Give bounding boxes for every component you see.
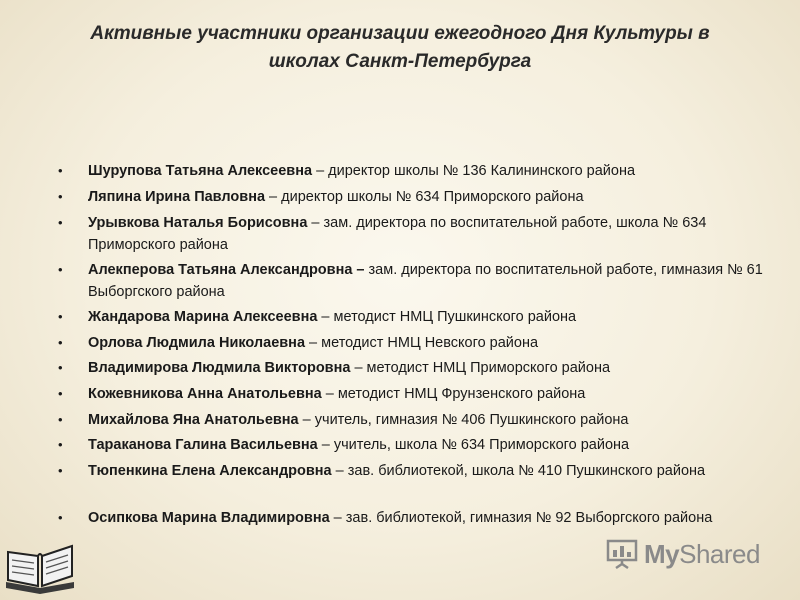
- participant-role: – учитель, гимназия № 406 Пушкинского района: [298, 412, 629, 428]
- bullet: •: [58, 386, 63, 401]
- participant-role: – зав. библиотекой, гимназия № 92 Выборгского района: [329, 510, 713, 526]
- participant-name: Кожевникова Анна Анатольевна: [88, 386, 322, 402]
- list-item: [58, 212, 778, 256]
- participant-role: – директор школы № 136 Калининского района: [312, 163, 636, 179]
- participant-name: Михайлова Яна Анатольевна: [88, 412, 299, 428]
- bullet: •: [58, 412, 63, 427]
- list-item: [58, 507, 778, 529]
- bullet: •: [58, 189, 63, 204]
- logo-text: [644, 539, 760, 570]
- list-item: [58, 357, 778, 379]
- slide-title: [40, 20, 760, 76]
- participant-role: – зам. директора по воспитательной работе, школа № 634 Приморского района: [88, 215, 707, 253]
- bullet: •: [58, 262, 63, 277]
- bullet: •: [58, 215, 63, 230]
- list-item: [58, 383, 778, 405]
- logo-my: My: [644, 538, 680, 569]
- participant-name: Алекперова Татьяна Александровна –: [88, 262, 365, 278]
- participant-name: Ляпина Ирина Павловна: [88, 189, 266, 205]
- bullet: •: [58, 360, 63, 375]
- participant-name: Жандарова Марина Алексеевна: [88, 309, 318, 325]
- presentation-board-icon: [606, 538, 638, 570]
- bullet: •: [58, 309, 63, 324]
- participant-role: – методист НМЦ Фрунзенского района: [321, 386, 586, 402]
- list-item: [58, 306, 778, 328]
- open-book-icon: [2, 538, 78, 596]
- title-line-1: Активные участники организации ежегодного Дня Культуры в: [90, 23, 710, 44]
- participant-role: – методист НМЦ Пушкинского района: [317, 309, 577, 325]
- participant-role: – учитель, школа № 634 Приморского района: [317, 437, 630, 453]
- bullet: •: [58, 335, 63, 350]
- bullet: •: [58, 163, 63, 178]
- participant-name: Орлова Людмила Николаевна: [88, 335, 306, 351]
- list-item: [58, 160, 778, 182]
- bullet: •: [58, 463, 63, 478]
- list-item: [58, 460, 778, 482]
- list-item: [58, 259, 778, 303]
- participant-name: Урывкова Наталья Борисовна: [88, 215, 308, 231]
- myshared-logo: [606, 538, 760, 570]
- list-item: [58, 434, 778, 456]
- participant-name: Тюпенкина Елена Александровна: [88, 463, 332, 479]
- list-item: [58, 332, 778, 354]
- participant-role: зам. директора по воспитательной работе, гимназия № 61 Выборгского района: [88, 262, 763, 300]
- logo-shared: Shared: [679, 538, 760, 569]
- participant-role: – методист НМЦ Приморского района: [350, 360, 611, 376]
- list-item: [58, 409, 778, 431]
- participant-name: Шурупова Татьяна Алексеевна: [88, 163, 313, 179]
- participant-name: Владимирова Людмила Викторовна: [88, 360, 351, 376]
- title-line-2: школах Санкт-Петербурга: [268, 51, 532, 72]
- participant-role: – методист НМЦ Невского района: [305, 335, 539, 351]
- bullet: •: [58, 437, 63, 452]
- list-item: [58, 186, 778, 208]
- participant-name: Тараканова Галина Васильевна: [88, 437, 318, 453]
- participant-role: – директор школы № 634 Приморского района: [265, 189, 584, 205]
- participant-name: Осипкова Марина Владимировна: [88, 510, 330, 526]
- participant-role: – зав. библиотекой, школа № 410 Пушкинского района: [331, 463, 706, 479]
- bullet: •: [58, 510, 63, 525]
